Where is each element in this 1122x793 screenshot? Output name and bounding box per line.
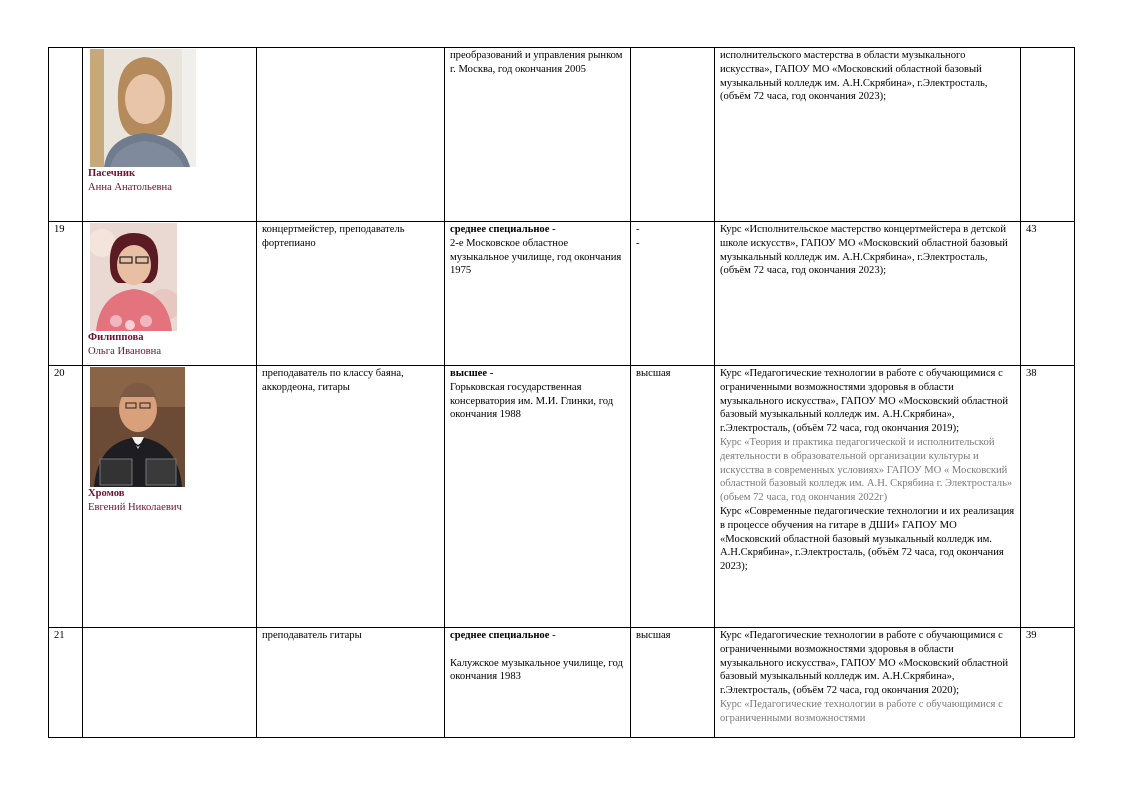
person-given-names: Анна Анатольевна (88, 181, 172, 193)
education-text: Калужское музыкальное училище, год окончания 1983 (450, 657, 623, 683)
person-last-name: Филиппова (88, 332, 144, 343)
education-cell (445, 222, 631, 366)
person-last-name: Хромов (88, 488, 125, 499)
row-number: 21 (49, 628, 83, 738)
person-given-names: Ольга Ивановна (88, 345, 162, 357)
row-number: 20 (49, 366, 83, 628)
row-number (49, 48, 83, 222)
education-level: среднее специальное (450, 630, 550, 641)
education-level: среднее специальное - (450, 224, 556, 235)
education-cell (445, 48, 631, 222)
person-cell (83, 48, 257, 222)
person-photo (90, 49, 196, 167)
category-line: - (636, 237, 640, 249)
course-entry: Курс «Педагогические технологии в работе с обучающимися с ограниченными возможностями здоровья в области музыкального искусства», ГАПОУ МО «Московский областной базовый музыкальный колледж им. А.Н.Скрябина», г.Электросталь, (объём 72 часа, год окончания 2020); (720, 630, 1009, 697)
course-entry: исполнительского мастерства в области музыкального искусства», ГАПОУ МО «Московский областной базовый музыкальный колледж им. А.Н.Скрябина», г.Электросталь, (объём 72 часа, год окончания 2023); (720, 50, 988, 103)
experience-cell: 38 (1021, 366, 1075, 628)
courses-cell (715, 366, 1021, 628)
education-level-suffix: - (549, 630, 556, 641)
table-row (49, 366, 1075, 628)
experience-cell (1021, 48, 1075, 222)
category-cell (631, 222, 715, 366)
courses-cell (715, 48, 1021, 222)
position-cell (257, 48, 445, 222)
category-cell: высшая (631, 628, 715, 738)
courses-cell (715, 628, 1021, 738)
table-row (49, 628, 1075, 738)
education-cell (445, 628, 631, 738)
row-number: 19 (49, 222, 83, 366)
position-cell: преподаватель по классу баяна, аккордеона, гитары (257, 366, 445, 628)
person-given-names: Евгений Николаевич (88, 501, 182, 513)
person-cell (83, 628, 257, 738)
education-level-line (450, 629, 625, 643)
education-text: Горьковская государственная консерватория им. М.И. Глинки, год окончания 1988 (450, 381, 614, 421)
experience-cell: 39 (1021, 628, 1075, 738)
person-cell (83, 222, 257, 366)
course-entry: Курс «Педагогические технологии в работе с обучающимися с ограниченными возможностями здоровья в области музыкального искусства», ГАПОУ МО «Московский областной базовый музыкальный колледж им. А.Н.Скрябина», г.Электросталь, (объём 72 часа, год окончания 2019); (720, 368, 1009, 435)
courses-clip (720, 629, 1015, 735)
category-cell: высшая (631, 366, 715, 628)
person-photo (90, 367, 185, 487)
course-entry: Курс «Современные педагогические технологии и их реализация в процессе обучения на гитаре в ДШИ» ГАПОУ МО «Московский областной базовый музыкальный колледж им. А.Н.Скрябина», г.Электросталь, (объём 72 часа, год окончания 2023); (720, 505, 1015, 573)
table-row (49, 222, 1075, 366)
person-last-name: Пасечник (88, 168, 136, 179)
course-entry: Курс «Теория и практика педагогической и исполнительской деятельности в образовательной организации культуры и искусства в современных условиях» ГАПОУ МО « Московский областной базовый колледж им. А.Н. Скрябина г. Электросталь» (обьем 72 часа, год окончания 2022г) (720, 436, 1013, 504)
course-entry: Курс «Педагогические технологии в работе с обучающимися с ограниченными возможностями (720, 698, 1003, 724)
person-photo (90, 223, 177, 331)
position-cell: концертмейстер, преподаватель фортепиано (257, 222, 445, 366)
education-cell (445, 366, 631, 628)
spacer (450, 643, 625, 657)
category-line: - (636, 224, 640, 235)
education-text: 2-е Московское областное музыкальное училище, год окончания 1975 (450, 237, 622, 277)
education-text: преобразований и управления рынком г. Москва, год окончания 2005 (450, 50, 623, 75)
category-cell (631, 48, 715, 222)
position-cell: преподаватель гитары (257, 628, 445, 738)
courses-cell (715, 222, 1021, 366)
table-row (49, 48, 1075, 222)
experience-cell: 43 (1021, 222, 1075, 366)
education-level: высшее - (450, 368, 494, 379)
course-entry: Курс «Исполнительское мастерство концертмейстера в детской школе искусств», ГАПОУ МО «Московский областной базовый музыкальный колледж им. А.Н.Скрябина», г.Электросталь, (объём 72 часа, год окончания 2023); (720, 224, 1008, 277)
staff-table (48, 47, 1075, 738)
person-cell (83, 366, 257, 628)
